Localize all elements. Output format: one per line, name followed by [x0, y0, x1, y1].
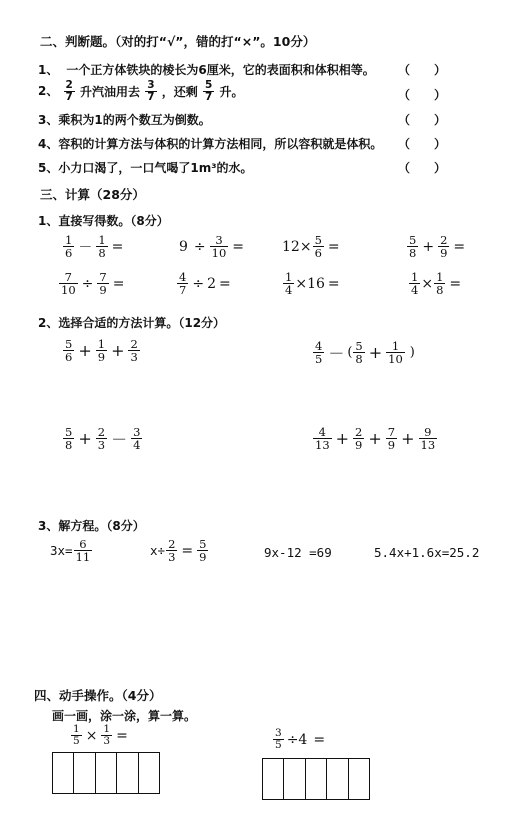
fraction: $\frac{5}{9}$	[199, 537, 207, 565]
answer-bracket-3[interactable]: （ ）	[398, 113, 447, 127]
fraction: $\frac{5}{6}$	[314, 233, 322, 261]
fraction: $\frac{3}{7}$	[147, 79, 155, 104]
judge-item-3: 3、乘积为1的两个数互为倒数。	[38, 113, 211, 127]
q1-expr-5: $\frac{7}{10}$ ÷ $\frac{7}{9}$ =	[61, 270, 125, 298]
q2-expr-1: $\frac{5}{6}$ + $\frac{1}{9}$ + $\frac{2}{3}$	[65, 337, 138, 365]
equation-3: 9x-12 =69	[264, 545, 332, 560]
fraction: $\frac{3}{5}$	[275, 727, 282, 752]
fraction: $\frac{1}{4}$	[285, 270, 293, 298]
section3-heading: 三、计算（28分）	[40, 187, 145, 202]
fraction: $\frac{1}{8}$	[436, 270, 444, 298]
q2-expr-3: $\frac{5}{8}$ + $\frac{2}{3}$ － $\frac{3}{4}$	[65, 425, 141, 453]
section2-heading: 二、判断题。（对的打“√”，错的打“×”。10分）	[40, 34, 316, 49]
judge-item-2: 2、 $\frac{2}{7}$ 升汽油用去 $\frac{3}{7}$ ，还剩 $\frac{5}{7}$ 升。	[38, 79, 244, 104]
fraction: $\frac{2}{9}$	[355, 425, 363, 453]
section4-heading: 四、动手操作。（4分）	[34, 688, 162, 703]
answer-bracket-5[interactable]: （ ）	[398, 161, 447, 175]
q1-heading: 1、直接写得数。（8分）	[38, 214, 169, 228]
equation-1: 3x= $\frac{6}{11}$	[50, 537, 91, 565]
fraction: $\frac{1}{9}$	[97, 337, 106, 365]
fraction: $\frac{5}{8}$	[409, 233, 417, 261]
fraction: $\frac{7}{9}$	[99, 270, 107, 298]
fraction: $\frac{1}{4}$	[411, 270, 419, 298]
q2-expr-2: $\frac{4}{5}$ － ( $\frac{5}{8}$ + $\frac{1}{10}$ )	[315, 339, 415, 367]
judge-item-5: 5、小力口渴了，一口气喝了1m³的水。	[38, 161, 253, 175]
fraction: $\frac{5}{7}$	[204, 79, 213, 104]
operation-expr-1: $\frac{1}{5}$ × $\frac{1}{3}$ =	[73, 723, 128, 748]
fraction: $\frac{2}{3}$	[97, 425, 106, 453]
fraction: $\frac{2}{3}$	[168, 537, 176, 565]
fraction: $\frac{6}{11}$	[75, 537, 91, 565]
operation-expr-2: $\frac{3}{5}$ ÷4 =	[275, 727, 326, 752]
fraction: $\frac{2}{7}$	[65, 79, 73, 104]
fraction: $\frac{1}{10}$	[388, 339, 403, 367]
judge-item-1: 1、 一个正方体铁块的棱长为6厘米，它的表面积和体积相等。	[38, 63, 375, 77]
fraction: $\frac{3}{10}$	[211, 233, 227, 261]
answer-bracket-2[interactable]: （ ）	[398, 88, 447, 102]
section4-instruction: 画一画，涂一涂，算一算。	[52, 709, 197, 723]
fraction: $\frac{1}{3}$	[103, 723, 111, 748]
fraction: $\frac{4}{13}$	[315, 425, 330, 453]
fraction: $\frac{5}{6}$	[65, 337, 73, 365]
fraction: $\frac{2}{9}$	[440, 233, 448, 261]
answer-bracket-1[interactable]: （ ）	[398, 63, 447, 77]
q1-expr-2: 9 ÷ $\frac{3}{10}$ =	[179, 233, 245, 261]
q1-expr-8: $\frac{1}{4}$ × $\frac{1}{8}$ =	[411, 270, 462, 298]
drawing-grid-1[interactable]	[52, 752, 160, 794]
fraction: $\frac{1}{8}$	[98, 233, 106, 261]
fraction: $\frac{2}{3}$	[130, 337, 138, 365]
q1-expr-7: $\frac{1}{4}$ ×16 =	[285, 270, 340, 298]
fraction: $\frac{5}{8}$	[65, 425, 73, 453]
fraction: $\frac{7}{9}$	[387, 425, 396, 453]
q1-expr-1: $\frac{1}{6}$ － $\frac{1}{8}$ =	[65, 233, 124, 261]
fraction: $\frac{9}{13}$	[420, 425, 436, 453]
q1-expr-6: $\frac{4}{7}$ ÷ 2 =	[179, 270, 231, 298]
q2-heading: 2、选择合适的方法计算。（12分）	[38, 316, 226, 330]
equation-4: 5.4x+1.6x=25.2	[374, 545, 480, 560]
fraction: $\frac{7}{10}$	[61, 270, 76, 298]
q2-expr-4: $\frac{4}{13}$ + $\frac{2}{9}$ + $\frac{7}{9}$ + $\frac{9}{13}$	[315, 425, 436, 453]
judge-item-4: 4、容积的计算方法与体积的计算方法相同，所以容积就是体积。	[38, 137, 383, 151]
q1-expr-4: $\frac{5}{8}$ + $\frac{2}{9}$ =	[409, 233, 466, 261]
fraction: $\frac{3}{4}$	[133, 425, 141, 453]
fraction: $\frac{1}{5}$	[73, 723, 80, 748]
equation-2: x÷ $\frac{2}{3}$ = $\frac{5}{9}$	[150, 537, 207, 565]
q3-heading: 3、解方程。（8分）	[38, 519, 145, 533]
answer-bracket-4[interactable]: （ ）	[398, 137, 447, 151]
q1-expr-3: 12× $\frac{5}{6}$ =	[282, 233, 340, 261]
fraction: $\frac{1}{6}$	[65, 233, 73, 261]
fraction: $\frac{5}{8}$	[355, 339, 363, 367]
drawing-grid-2[interactable]	[262, 758, 370, 800]
fraction: $\frac{4}{5}$	[315, 339, 323, 367]
fraction: $\frac{4}{7}$	[179, 270, 187, 298]
